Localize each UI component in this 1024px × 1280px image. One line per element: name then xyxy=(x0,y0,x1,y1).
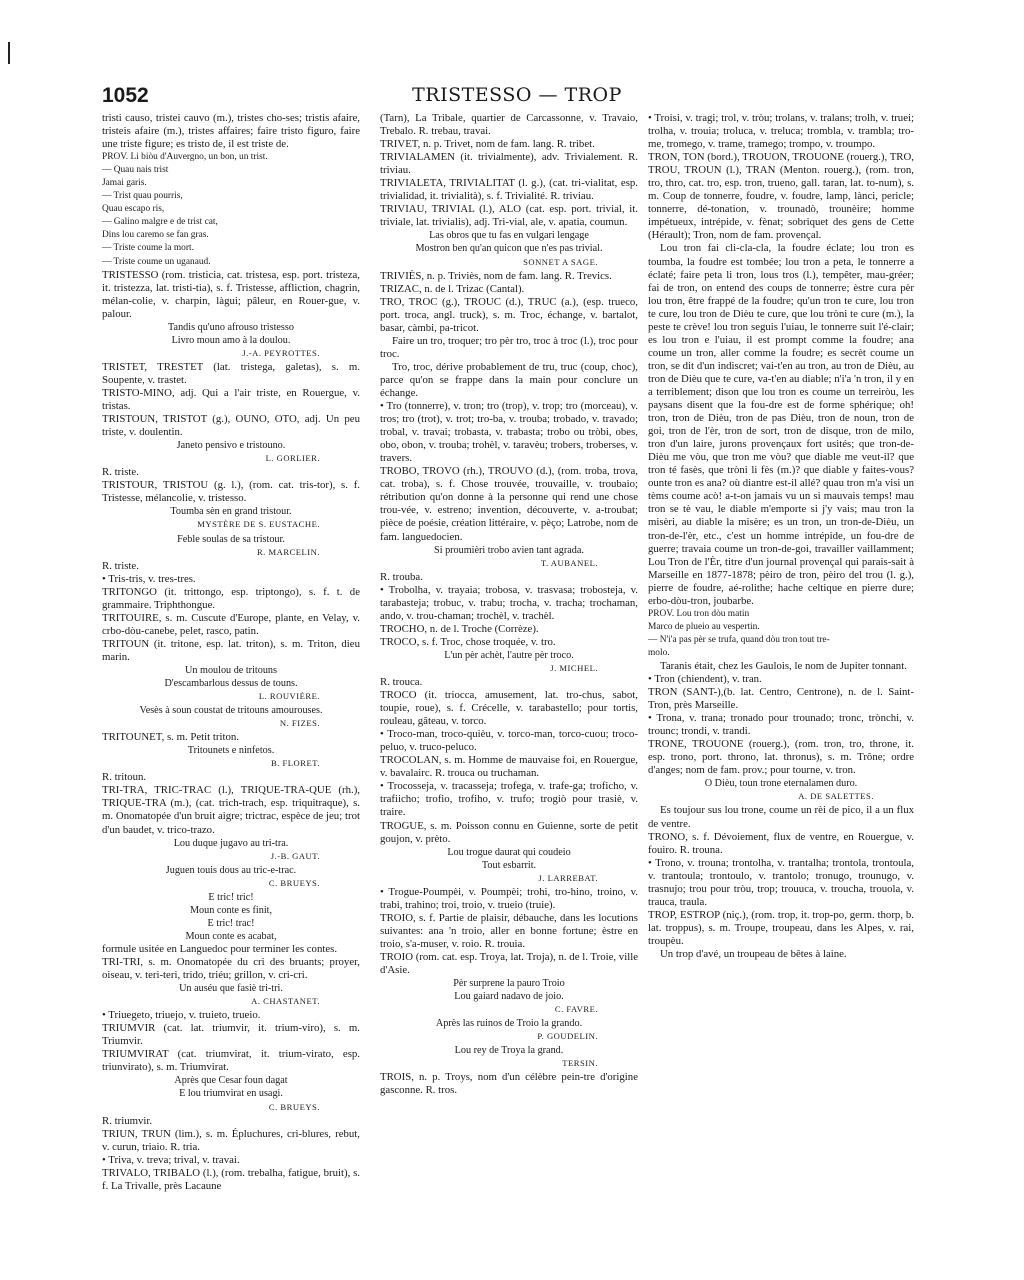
dictionary-entry: TRO, TROC (g.), TROUC (d.), TRUC (a.), (esp. trueco, port. troca, angl. truck), s. m. Troc, échange, v. bartalot, basar, càmbi, pa-tricot. xyxy=(380,295,638,334)
dictionary-entry: TRIVIALETA, TRIVIALITAT (l. g.), (cat. tri-vialitat, esp. trivialidad, it. trivialità), s. f. Trivialité. R. triviau. xyxy=(380,177,638,203)
dictionary-entry: • Trocosseja, v. tracasseja; trofega, v. trafe-ga; troficho, v. trafiicho; trofio, trofiho, v. trufo; trogiò pour trasiè, v. traire. xyxy=(380,780,638,819)
quotation: Juguen touis dous au tric-e-trac. xyxy=(165,864,297,876)
quotation-author: B. FLORET. xyxy=(270,758,320,769)
quotation: Janeto pensivo e tristouno. xyxy=(176,440,286,452)
dictionary-entry: TROIO (rom. cat. esp. Troya, lat. Troja), n. de l. Troie, ville d'Asie. xyxy=(380,951,638,977)
quotation-author: C. BRUEYS. xyxy=(268,1101,320,1112)
dictionary-entry: TRIUMVIRAT (cat. triumvirat, it. trium-virato, esp. triunvirato), s. m. Triumvirat. xyxy=(102,1048,360,1074)
dictionary-entry: R. triste. xyxy=(102,559,139,572)
running-head: TRISTESSO — TROP xyxy=(412,84,622,106)
dictionary-entry: TRIVALO, TRIBALO (l.), (rom. trebalha, fatigue, bruit), s. f. La Trivalle, près Lacaune xyxy=(102,1166,360,1192)
dictionary-entry: tristi causo, tristei cauvo (m.), tristes cho-ses; tristis afaire, tristeis afaire (m.), tristes affaires; faire tristo figuro, faire une triste figure; es tristo de, il est triste de. xyxy=(102,112,360,151)
dictionary-entry: TRON, TON (bord.), TROUON, TROUONE (rouerg.), TRO, TROU, TROUN (l.), TRAN (Menton. rouerg.), (rom. tron, tro, thro, cat. tro, esp. tron, trueno, gall. taran, lat. to-num), s. m. Coup de tonnerre, foudre, v. foudre, lamp, lànci, pericle; tonnerre, dé-tonation, v. trounadò, trounèire; homme impétueux, intrépide, v. fènat; sobriquet des gens de Cette (Hérault); Tron, nom de fam. provençal. xyxy=(648,151,915,242)
quotation-author: MYSTÈRE DE S. EUSTACHE. xyxy=(197,519,320,530)
page-number: 1052 xyxy=(102,84,149,107)
quotation: L'un pèr achèt, l'autre pèr troco. xyxy=(444,649,574,661)
dictionary-entry: Faire un tro, troquer; tro pèr tro, troc à troc (l.), troc pour troc. xyxy=(380,334,638,360)
dictionary-entry: • Tris-tris, v. tres-tres. xyxy=(102,572,196,585)
dictionary-entry: • Triva, v. treva; trival, v. travai. xyxy=(102,1153,240,1166)
quotation: Si proumièri trobo avien tant agrada. xyxy=(434,544,584,556)
column-2 xyxy=(380,112,638,1172)
quotation: Las obros que tu fas en vulgari lengage Mostron ben qu'an quicon que n'es pas trivial. xyxy=(415,230,603,255)
quotation: Toumba sèn en grand tristour. xyxy=(170,506,292,518)
quotation: Tandis qu'uno afrouso tristesso Livro moun amo à la doulou. xyxy=(168,321,294,346)
dictionary-entry: TRITOUNET, s. m. Petit triton. xyxy=(102,731,239,744)
quotation-author: J.-B. GAUT. xyxy=(270,850,320,861)
dictionary-entry: TRIVIALAMEN (it. trivialmente), adv. Trivialement. R. triviau. xyxy=(380,151,638,177)
dictionary-entry: R. trouba. xyxy=(380,570,423,583)
dictionary-entry: • Tron (chiendent), v. tran. xyxy=(648,673,762,686)
dictionary-entry: TRISTET, TRESTET (lat. tristega, galetas), s. m. Soupente, v. trastet. xyxy=(102,360,360,386)
quotation: Pèr surprene la pauro Troio Lou gaiard nadavo de joio. xyxy=(453,978,565,1003)
dictionary-entry: • Trogue-Poumpèi, v. Poumpèi; trohi, tro-hino, troino, v. trabi, trahino; troi, troio, v. trueio (truie). xyxy=(380,885,638,911)
dictionary-entry: TRI-TRI, s. m. Onomatopée du cri des bruants; proyer, oiseau, v. teri-teri, trido, triéu; grillon, v. cri-cri. xyxy=(102,956,360,982)
quotation: Après las ruinos de Troio la grando. xyxy=(435,1018,583,1030)
dictionary-entry: TRISTOUR, TRISTOU (g. l.), (rom. cat. tris-tor), s. f. Tristesse, mélancolie, v. tristesso. xyxy=(102,479,360,505)
dictionary-entry: TRI-TRA, TRIC-TRAC (l.), TRIQUE-TRA-QUE (rh.), TRIQUE-TRA (m.), (cat. trich-trach, esp. triquitraque), s. m. Onomatopée d'un bruit aigre; trictrac, espèce de jeu; trot d'un baudet, v. trico-trazo. xyxy=(102,784,360,836)
dictionary-entry: TROBO, TROVO (rh.), TROUVO (d.), (rom. troba, trova, cat. troba), s. f. Chose trouvée, trouvaille, v. troubaio; rétribution qu'on donne à la personne qui rend une chose trou-vée, v. estreno; invention, découverte, v. a-troubat; pièce de poésie, création littéraire, v. pèço; Latrobe, nom de fam. languedocien. xyxy=(380,465,639,543)
dictionary-entry: TRISTESSO (rom. tristicia, cat. tristesa, esp. port. tristeza, it. tristezza, lat. tristi-tia), s. f. Tristesse, affliction, chagrin, mélan-colie, v. charpin, làgui; pâleur, en Rouer-gue, v. palour. xyxy=(102,268,360,320)
dictionary-entry: • Trobolha, v. trayaia; trobosa, v. trasvasa; trobosteja, v. tarabasteja; trobuc, v. trabu; trocha, v. tracha; trochaman, ando, v. trou-chaman; trochèl, v. trachèl. xyxy=(380,583,638,622)
quotation-author: P. GOUDELIN. xyxy=(537,1031,598,1042)
dictionary-entry: TROCO (it. triocca, amusement, lat. tro-chus, sabot, toupie, roue), s. f. Crécelle, v. tarabastello; pour tortis, rouleau, gâteau, v. torco. xyxy=(380,689,638,728)
column-3 xyxy=(648,112,914,1172)
quotation-author: L. GORLIER. xyxy=(265,453,320,464)
dictionary-entry: Lou tron fai cli-cla-cla, la foudre éclate; lou tron es toumba, la foudre est tombée; lou tron a peta, le tonnerre a éclaté; faire peta li tron, lous tros (l.), tempêter, mau-gréer; fai de tron, on entend des coups de tonnerre; èstre cura pèr lou tron, être frappé de la foudre; qu'un tron te cure, lou tron te cure, lou tron de Dièu te cure, que lou tròni te cure (m.), la peste te crève! lou tron seguis l'uiau, le tonnerre suit l'é-clair; es lou tron e l'uiau, il est prompt comme la foudre; ana coume un tron, aller comme la foudre; es secrèt coume un tron, se dit d'un indiscret; vai-t'en au tron, au tron de Dièu, au tron de Dièu que te cure, va-t'en au diable; n'i'a 'n tron, il y en a terriblement; dison que lou tron es coume un terreiròu, les paysans disent que la fou-dre est de forme sphérique; oh! tron, tron de Dièu, tron de pas Dièu, tron de noun, tron de goi, tron de l'èr, tron de sort, tron de disque, tron de milo, tron d'un laire, jurons provençaux fort usités; que tron-de-Dièu me vòu, que tron me vòu? que diable me veut-il? que tron té fasès, que tròni li fès (m.)? que diable y faites-vous? ounte tron es ana? où diantre est-il allé? quau tron m'a visi un tèms coume acò! a-t-on jamais vu un si mauvais temps! mau tron se tè vau, le diable m'emporte si j'y vais; mau tron la misèri, au diable la misère; es un tron, un tron-de-Dièu, un tron-de-l'èr, etc., c'est un homme intrépide, un fou-dre de guerre; travaia coume un tron-de-goi, travailler vaillamment; Lou Tron de l'Èr, titre d'un journal provençal qui parais-sait à Marseille en 1877-1878; pèiro de tron, pèiro del trou (l. g.), pierre de foudre, aé-rolithe; hache celtique en pierre dure; erbo-dòu-tron, joubarbe. xyxy=(648,242,914,607)
quotation-author: N. FIZES. xyxy=(279,718,320,729)
quotation: Lou duque jugavo au tri-tra. xyxy=(173,837,289,849)
dictionary-entry: R. triumvir. xyxy=(102,1114,153,1127)
quotation-author: J.-A. PEYROTTES. xyxy=(242,347,320,358)
quotation: Après que Cesar foun dagat E lou triumvirat en usagi. xyxy=(174,1075,288,1100)
quotation: O Dièu, toun trone eternalamen duro. xyxy=(704,778,858,790)
quotation-author: L. ROUVIÈRE. xyxy=(258,691,320,702)
quotation-author: R. MARCELIN. xyxy=(256,546,320,557)
dictionary-entry: • Triuegeto, triuejo, v. truieto, trueio. xyxy=(102,1009,261,1022)
quotation: Lou rey de Troya la grand. xyxy=(454,1045,564,1057)
quotation-author: C. BRUEYS. xyxy=(268,877,320,888)
column-1 xyxy=(102,112,360,1192)
dictionary-entry: Taranis était, chez les Gaulois, le nom de Jupiter tonnant. xyxy=(660,659,907,672)
dictionary-entry: formule usitée en Languedoc pour terminer les contes. xyxy=(102,942,338,955)
dictionary-entry: TRIUMVIR (cat. lat. triumvir, it. trium-viro), s. m. Triumvir. xyxy=(102,1022,360,1048)
dictionary-entry: R. tritoun. xyxy=(102,771,147,784)
dictionary-entry: • Troco-man, troco-quièu, v. torco-man, torco-cuou; troco-peluo, v. truco-peluco. xyxy=(380,728,638,754)
proverb-block: PROV. Lou tron dòu matin Marco de plueio au vespertin. — N'i'a pas pèr se trufa, quand dòu tron tout tre- molo. xyxy=(648,608,830,658)
quotation-author: TERSIN. xyxy=(562,1058,598,1069)
dictionary-entry: TRIVIAU, TRIVIAL (l.), ALO (cat. esp. port. trivial, it. triviale, lat. trivialis), adj. Tri-vial, ale, v. apatia, coumun. xyxy=(380,203,638,229)
dictionary-entry: TRITOUIRE, s. m. Cuscute d'Europe, plante, en Velay, v. crbo-dòu-canebe, pelet, rasco, patin. xyxy=(102,611,360,637)
dictionary-entry: Es toujour sus lou trone, coume un rèi de pico, il a un flux de ventre. xyxy=(648,804,914,830)
dictionary-entry: Un trop d'avé, un troupeau de bêtes à laine. xyxy=(660,948,847,960)
dictionary-entry: TROIO, s. f. Partie de plaisir, débauche, dans les locutions suivantes: ana 'n troio, aller en bonne fortune; èstre en troio, s'a-muser, v. roio. R. trouia. xyxy=(380,911,638,950)
dictionary-entry: Tro, troc, dérive probablement de tru, truc (coup, choc), parce qu'on se frappe dans la main pour conclure un échange. xyxy=(380,360,638,399)
dictionary-entry: TRIZAC, n. de l. Trizac (Cantal). xyxy=(380,282,525,295)
margin-mark xyxy=(8,42,10,64)
dictionary-entry: TROCHO, n. de l. Troche (Corrèze). xyxy=(380,622,539,635)
dictionary-entry: R. trouca. xyxy=(380,676,423,689)
dictionary-entry: TRONE, TROUONE (rouerg.), (rom. tron, tro, throne, it. esp. trono, port. throno, lat. thronus), s. m. Trône; ordre d'anges; nom de fam. prov.; pour tourne, v. tron. xyxy=(648,738,914,777)
quotation: Lou trogue daurat qui coudeio Tout esbarrit. xyxy=(447,846,571,871)
dictionary-entry: • Trona, v. trana; tronado pour trounado; tronc, trònchi, v. trounc; trondi, v. trandi. xyxy=(648,712,914,738)
dictionary-entry: • Trono, v. trouna; trontolha, v. trantalha; trontola, trontoula, v. trantoula; trontoulo, v. trantolo; tronugo, trounugo, v. trasnujo; trou pour tròu, trop; trouuca, v. troucha, trouola, v. trauca, traula. xyxy=(648,856,914,908)
dictionary-entry: TRONO, s. f. Dévoiement, flux de ventre, en Rouergue, v. fouiro. R. trouna. xyxy=(648,830,914,856)
quotation-author: C. FAVRE. xyxy=(554,1004,598,1015)
dictionary-entry: R. triste. xyxy=(102,466,139,479)
dictionary-entry: • Tro (tonnerre), v. tron; tro (trop), v. trop; tro (morceau), v. tros; tro (trot), v. trot; tro-ba, v. trouba; trobado, v. travado; trobal, v. travai; trobasta, v. trabasta; trobo ou tròbi, obes, obo, obon, v. trouba; trohèl, v. taravèu; trobers, troberses, v. travers. xyxy=(380,400,638,465)
dictionary-entry: TROP, ESTROP (niç.), (rom. trop, it. trop-po, germ. thorp, b. lat. troppus), s. m. Troupe, troupeau, dans les Alpes, v. rai, troupèu. xyxy=(648,908,914,947)
quotation: E tric! tric! Moun conte es finit, E tric! trac! Moun conte es acabat, xyxy=(185,891,277,942)
quotation: Un auséu que fasiè tri-tri. xyxy=(179,983,283,995)
dictionary-entry: TRIUN, TRUN (lim.), s. m. Épluchures, cri-blures, rebut, v. curun, triaio. R. tria. xyxy=(102,1127,360,1153)
dictionary-entry: TRITONGO (it. trittongo, esp. triptongo), s. f. t. de grammaire. Triphthongue. xyxy=(102,585,360,611)
dictionary-entry: TRIVIÈS, n. p. Triviès, nom de fam. lang. R. Trevics. xyxy=(380,269,612,282)
dictionary-entry: TROCOLAN, s. m. Homme de mauvaise foi, en Rouergue, v. bavalairc. R. trouca ou truchaman. xyxy=(380,754,638,780)
quotation-author: T. AUBANEL. xyxy=(540,557,598,568)
dictionary-entry: (Tarn), La Tribale, quartier de Carcassonne, v. Travaio, Trebalo. R. trebau, travai. xyxy=(380,112,638,138)
quotation: Tritounets e ninfetos. xyxy=(187,745,275,757)
quotation-author: SONNET A SAGE. xyxy=(523,256,598,267)
dictionary-entry: TROGUE, s. m. Poisson connu en Guienne, sorte de petit goujon, v. prèto. xyxy=(380,819,638,845)
quotation: Vesès à soun coustat de tritouns amourouses. xyxy=(139,705,323,717)
quotation-author: J. LARREBAT. xyxy=(538,872,598,883)
dictionary-entry: TRISTOUN, TRISTOT (g.), OUNO, OTO, adj. Un peu triste, v. doulentin. xyxy=(102,413,360,439)
dictionary-entry: TRISTO-MINO, adj. Qui a l'air triste, en Rouergue, v. tristas. xyxy=(102,386,360,413)
dictionary-entry: • Troisi, v. tragi; trol, v. tròu; trolans, v. tralans; trolh, v. truei; trolha, v. trouia; troluca, v. treluca; trombla, v. trambla; tro-me, tromego, v. trame, tramego; trompo, v. troumpo. xyxy=(648,112,914,151)
proverb-block: PROV. Li biòu d'Auvergno, un bon, un trist. — Quau nais trist Jamai garis. — Trist quau pourris, Quau escapo ris, — Galino malgre e de trist cat, Dins lou caremo se fan gras. — Triste coume la mort. — Triste coume un uganaud. xyxy=(102,152,268,267)
dictionary-entry: TROCO, s. f. Troc, chose troquée, v. tro. xyxy=(380,635,556,648)
dictionary-entry: TROIS, n. p. Troys, nom d'un célèbre pein-tre d'origine gasconne. R. tros. xyxy=(380,1071,638,1097)
dictionary-entry: TRITOUN (it. tritone, esp. lat. triton), s. m. Triton, dieu marin. xyxy=(102,637,360,663)
quotation: Un moulou de tritouns D'escambarlous dessus de touns. xyxy=(164,664,298,690)
quotation-author: A. DE SALETTES. xyxy=(798,791,874,802)
quotation-author: J. MICHEL. xyxy=(550,662,598,673)
page-header xyxy=(102,84,932,110)
quotation: Feble soulas de sa tristour. xyxy=(177,533,285,545)
quotation-author: A. CHASTANET. xyxy=(251,996,320,1007)
dictionary-entry: TRON (SANT-),(b. lat. Centro, Centrone), n. de l. Saint-Tron, près Marseille. xyxy=(648,686,914,712)
dictionary-entry: TRIVET, n. p. Trivet, nom de fam. lang. R. tribet. xyxy=(380,138,595,151)
